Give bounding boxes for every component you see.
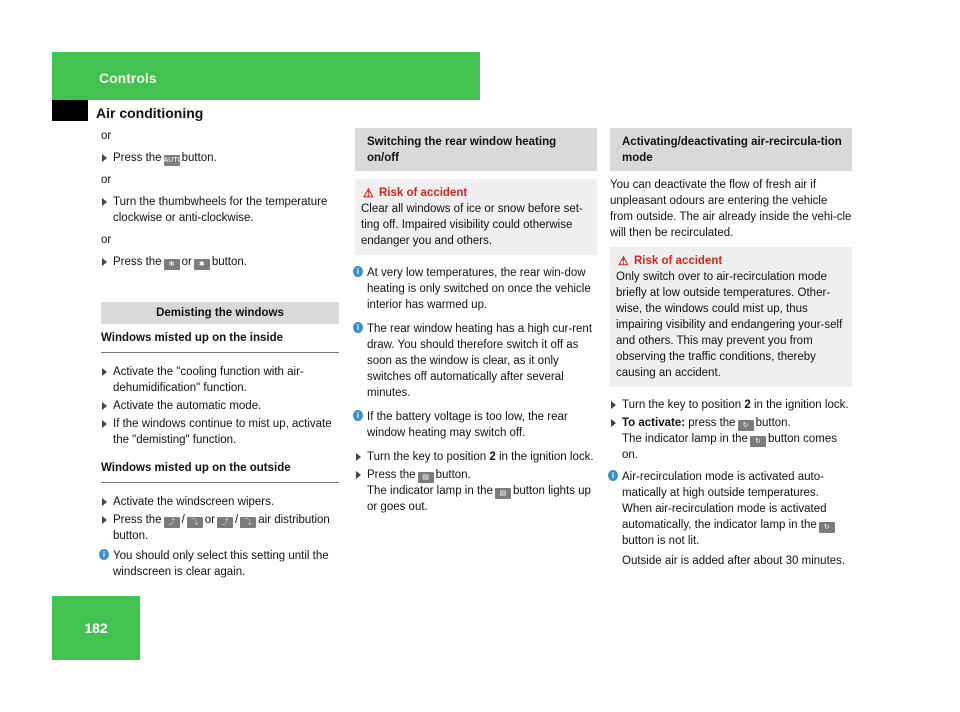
column-3 [610,128,852,569]
step-rear-button: Press the ▤ button. The indicator lamp in the ▤ button lights up or goes out. [355,467,597,515]
fan-up-button-icon: ✻ [164,259,180,270]
warning-box [355,179,597,255]
or-text: or [101,174,112,186]
or-text: or [101,130,112,142]
warning-box [610,247,852,387]
info-icon: i [353,322,363,333]
recirculation-heading: Activating/deactivating air-recircula-tion mode [610,128,852,171]
info-note: i If the battery voltage is too low, the rear window heating may switch off. [355,409,597,441]
step-thumbwheels: Turn the thumbwheels for the temperature clockwise or anti-clockwise. [101,194,339,226]
info-icon: i [353,266,363,277]
warning-text: Only switch over to air-recirculation mode briefly at low outside temperatures. Other-wise, the windows could mist up, thus impairing visibility and endangering your-self and others. This may prevent you from observing the traffic conditions, thereby causing an accident. [616,271,843,379]
page-number: 182 [84,620,108,636]
step-key: Turn the key to position 2 in the ignition lock. [355,449,597,465]
info-note: i At very low temperatures, the rear win-dow heating is only switched on once the vehicle interior has warmed up. [355,265,597,313]
inside-heading: Windows misted up on the inside [101,330,339,353]
section-title: Controls [99,70,157,86]
inside-step: Activate the automatic mode. [101,398,339,414]
info-icon: i [608,470,618,481]
info-note: i The rear window heating has a high cur-rent draw. You should therefore switch it off as soon as the window is clear, as it only switches off automatically after several minutes. [355,321,597,401]
recirculation-icon: ↻ [738,420,754,431]
info-icon: i [99,549,109,560]
intro-text: You can deactivate the flow of fresh air if unpleasant odours are entering the vehicle from outside. The air already inside the vehi-cle will then be recirculated. [610,179,852,239]
air-footwell-icon: ⤵ [187,517,203,528]
rear-window-heating-icon: ▤ [418,472,434,483]
step-activate: To activate: press the ↻ button. The indicator lamp in the ↻ button comes on. [610,415,852,463]
outside-step: Press the ⤴ / ⤵ or ⤴ / ⤵ air distribution button. [101,512,339,544]
info-note: i You should only select this setting until the windscreen is clear again. [101,548,339,580]
step-fan: Press the ✻ or ✱ button. [101,254,339,270]
recirculation-icon: ↻ [819,522,835,533]
outside-step: Activate the windscreen wipers. [101,494,339,510]
warning-title: ⚠ Risk of accident [363,186,468,200]
warning-icon: ⚠ [363,186,374,200]
warning-title: ⚠ Risk of accident [618,254,723,268]
air-windscreen-center-icon: ⤴ [217,517,233,528]
column-1 [101,128,339,580]
step-key: Turn the key to position 2 in the ignition lock. [610,397,852,413]
air-windscreen-icon: ⤴ [164,517,180,528]
column-2 [355,128,597,515]
demist-heading: Demisting the windows [101,302,339,324]
fan-down-button-icon: ✱ [194,259,210,270]
info-icon: i [353,410,363,421]
info-note-continued: Outside air is added after about 30 minutes. [622,555,846,567]
air-center-footwell-icon: ⤵ [240,517,256,528]
subsection-title: Air conditioning [96,105,204,121]
rear-heating-heading: Switching the rear window heating on/off [355,128,597,171]
info-note: i Air-recirculation mode is activated auto-matically at high outside temperatures. When air-recirculation mode is activated automatically, the indicator lamp in the ↻button is not lit. [610,469,852,549]
warning-text: Clear all windows of ice or snow before set-ting off. Impaired visibility could otherwise endanger you and others. [361,203,583,247]
or-text: or [101,234,112,246]
outside-heading: Windows misted up on the outside [101,460,339,483]
inside-step: If the windows continue to mist up, activate the "demisting" function. [101,416,339,448]
inside-step: Activate the "cooling function with air-dehumidification" function. [101,364,339,396]
step-auto: Press the AUTObutton. [101,150,339,166]
auto-button-icon: AUTO [163,157,183,164]
warning-icon: ⚠ [618,254,629,268]
rear-window-heating-icon: ▤ [495,488,511,499]
recirculation-icon: ↻ [750,436,766,447]
header-marker [52,100,88,121]
